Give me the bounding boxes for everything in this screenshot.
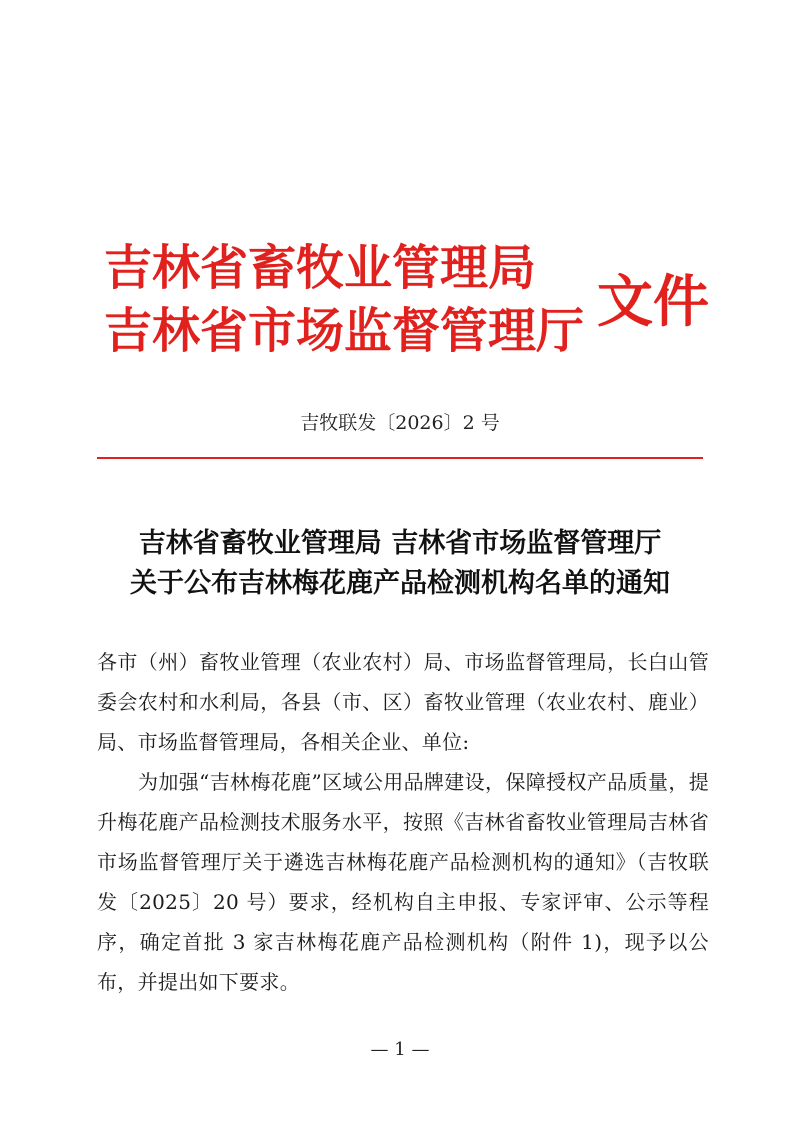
recipients-paragraph: 各市（州）畜牧业管理（农业农村）局、市场监督管理局，长白山管委会农村和水利局，各县（市、区）畜牧业管理（农业农村、鹿业）局、市场监督管理局，各相关企业、单位: [97,650,709,754]
document-label: 文件 [597,270,709,335]
body-paragraph: 为加强“吉林梅花鹿”区域公用品牌建设，保障授权产品质量，提升梅花鹿产品检测技术服务水平，按照《吉林省畜牧业管理局吉林省市场监督管理厅关于遴选吉林梅花鹿产品检测机构的通知》（吉牧联发〔2025〕20 号）要求，经机构自主申报、专家评审、公示等程序，确定首批 3 家吉林梅花鹿产品检测机构（附件 1)，现予以公布，并提出如下要求。 [97,770,709,994]
issuer-name-livestock-bureau: 吉林省畜牧业管理局 [104,240,537,296]
issuer-name-market-supervision: 吉林省市场监督管理厅 [104,303,585,359]
document-title-line-1: 吉林省畜牧业管理局 吉林省市场监督管理厅 [138,528,662,559]
document-number: 吉牧联发〔2026〕2 号 [300,412,500,434]
document-title-line-2: 关于公布吉林梅花鹿产品检测机构名单的通知 [130,568,670,599]
red-masthead [104,232,709,372]
document-body [97,642,709,1002]
red-separator-line [97,457,703,459]
page-number: — 1 — [370,1039,430,1060]
